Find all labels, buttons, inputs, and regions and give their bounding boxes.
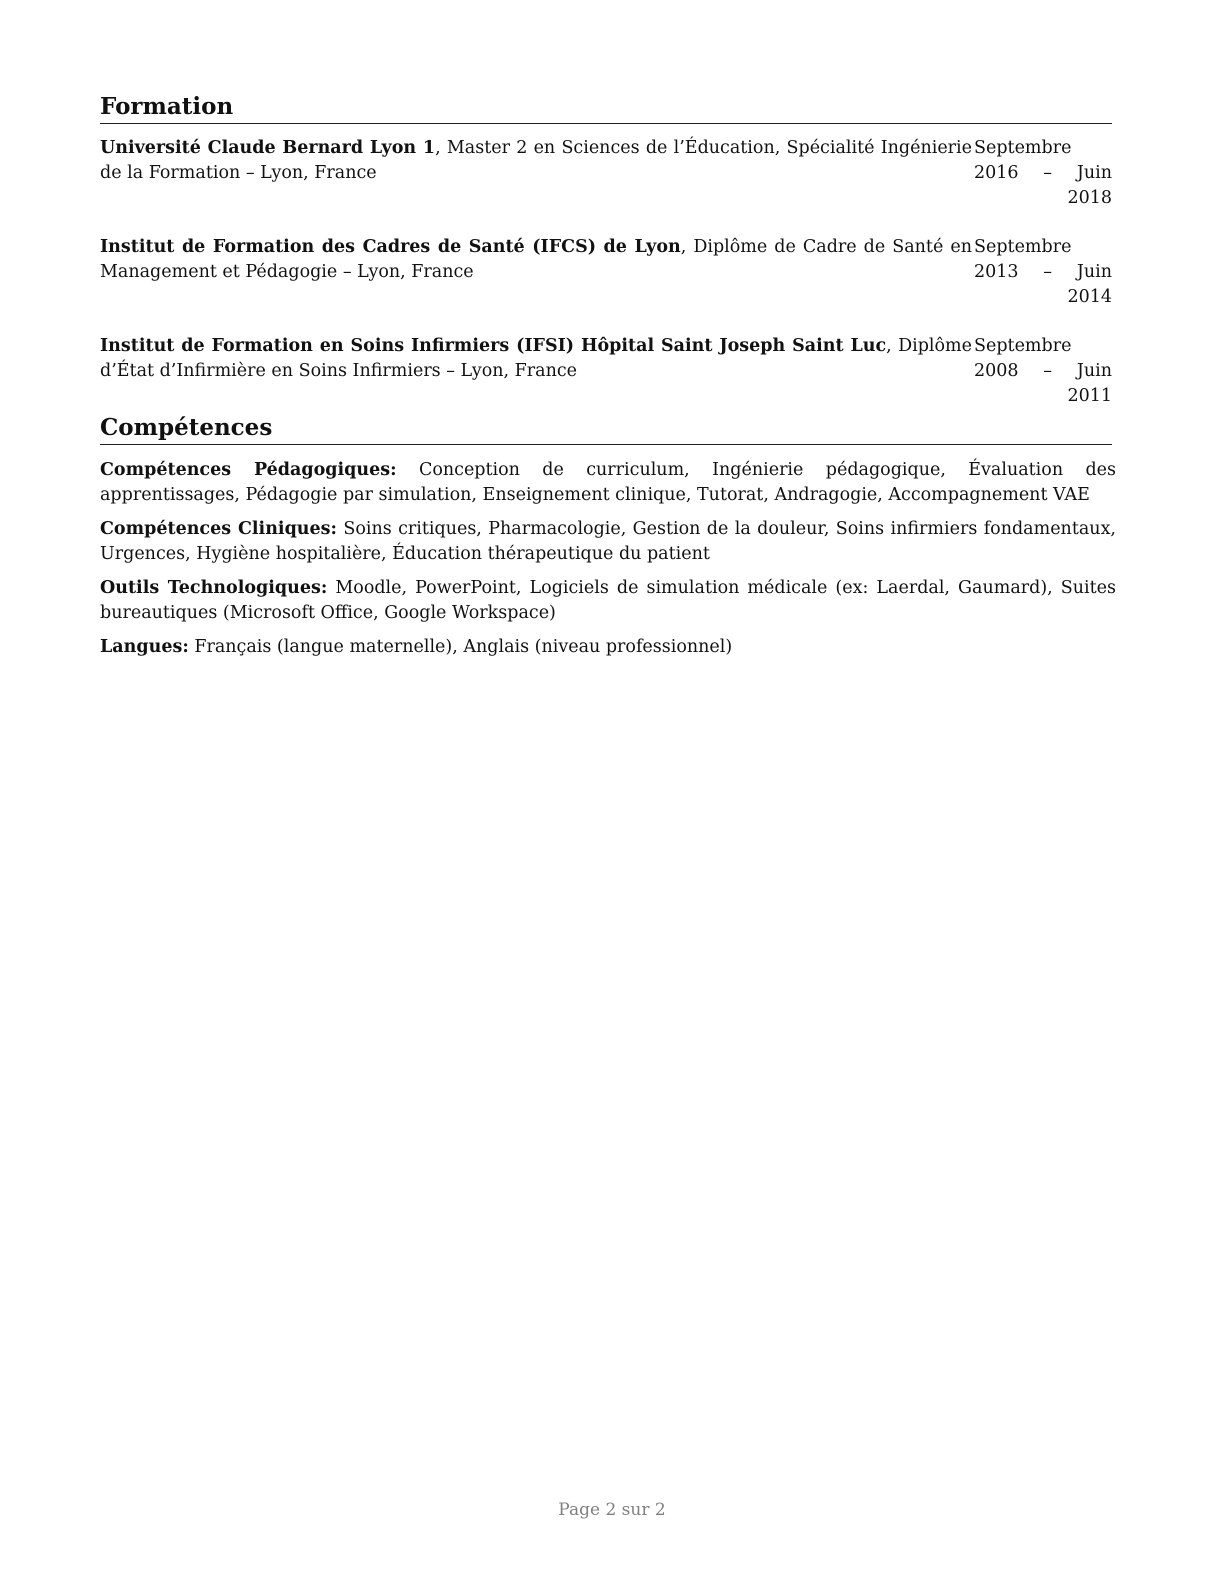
- education-entry: [100, 136, 1112, 211]
- skill-item-languages: [100, 635, 1116, 660]
- education-entry-text: [100, 235, 972, 310]
- skill-text: Français (langue maternelle), Anglais (niveau professionnel): [188, 637, 733, 657]
- skill-label: Compétences Cliniques:: [100, 519, 337, 539]
- institution-name: Institut de Formation en Soins Infirmiers (IFSI) Hôpital Saint Joseph Saint Luc: [100, 336, 887, 356]
- skill-text: Conception de curriculum, Ingénierie pédagogique, Évaluation des apprentissages, Pédagogie par simulation, Enseignement clinique, Tutorat, Andragogie, Accompagnement VAE: [100, 460, 1116, 505]
- skill-item-tools: [100, 576, 1116, 626]
- education-dates: Septembre 2016 – Juin 2018: [974, 138, 1112, 208]
- education-entry: [100, 334, 1112, 409]
- skill-item-pedagogical: [100, 458, 1116, 508]
- skill-item-clinical: [100, 517, 1116, 567]
- education-entry-text: [100, 136, 972, 211]
- competences-heading: Compétences: [100, 413, 1112, 445]
- education-entry: [100, 235, 1112, 310]
- institution-name: Institut de Formation des Cadres de Santé (IFCS) de Lyon: [100, 237, 681, 257]
- formation-list: [100, 136, 1112, 409]
- skills-list: [100, 458, 1116, 660]
- education-details: , Diplôme d’État d’Infirmière en Soins Infirmiers – Lyon, France: [100, 336, 972, 381]
- education-details: , Diplôme de Cadre de Santé en Management et Pédagogie – Lyon, France: [100, 237, 972, 282]
- page-number: Page 2 sur 2: [558, 1500, 666, 1520]
- education-dates: Septembre 2013 – Juin 2014: [974, 237, 1112, 307]
- skill-text: Soins critiques, Pharmacologie, Gestion de la douleur, Soins infirmiers fondamentaux, Urgences, Hygiène hospitalière, Éducation thérapeutique du patient: [100, 519, 1116, 564]
- skill-text: Moodle, PowerPoint, Logiciels de simulation médicale (ex: Laerdal, Gaumard), Suites bureautiques (Microsoft Office, Google Workspace): [100, 578, 1116, 623]
- formation-heading: Formation: [100, 92, 1112, 124]
- education-details: , Master 2 en Sciences de l’Éducation, Spécialité Ingénierie de la Formation – Lyon, France: [100, 138, 973, 183]
- skill-label: Compétences Pédagogiques:: [100, 460, 397, 480]
- skill-label: Langues:: [100, 637, 189, 657]
- document-page: [100, 92, 1116, 669]
- education-entry-text: [100, 334, 972, 409]
- skill-label: Outils Technologiques:: [100, 578, 328, 598]
- education-dates: Septembre 2008 – Juin 2011: [974, 336, 1112, 406]
- institution-name: Université Claude Bernard Lyon 1: [100, 138, 436, 158]
